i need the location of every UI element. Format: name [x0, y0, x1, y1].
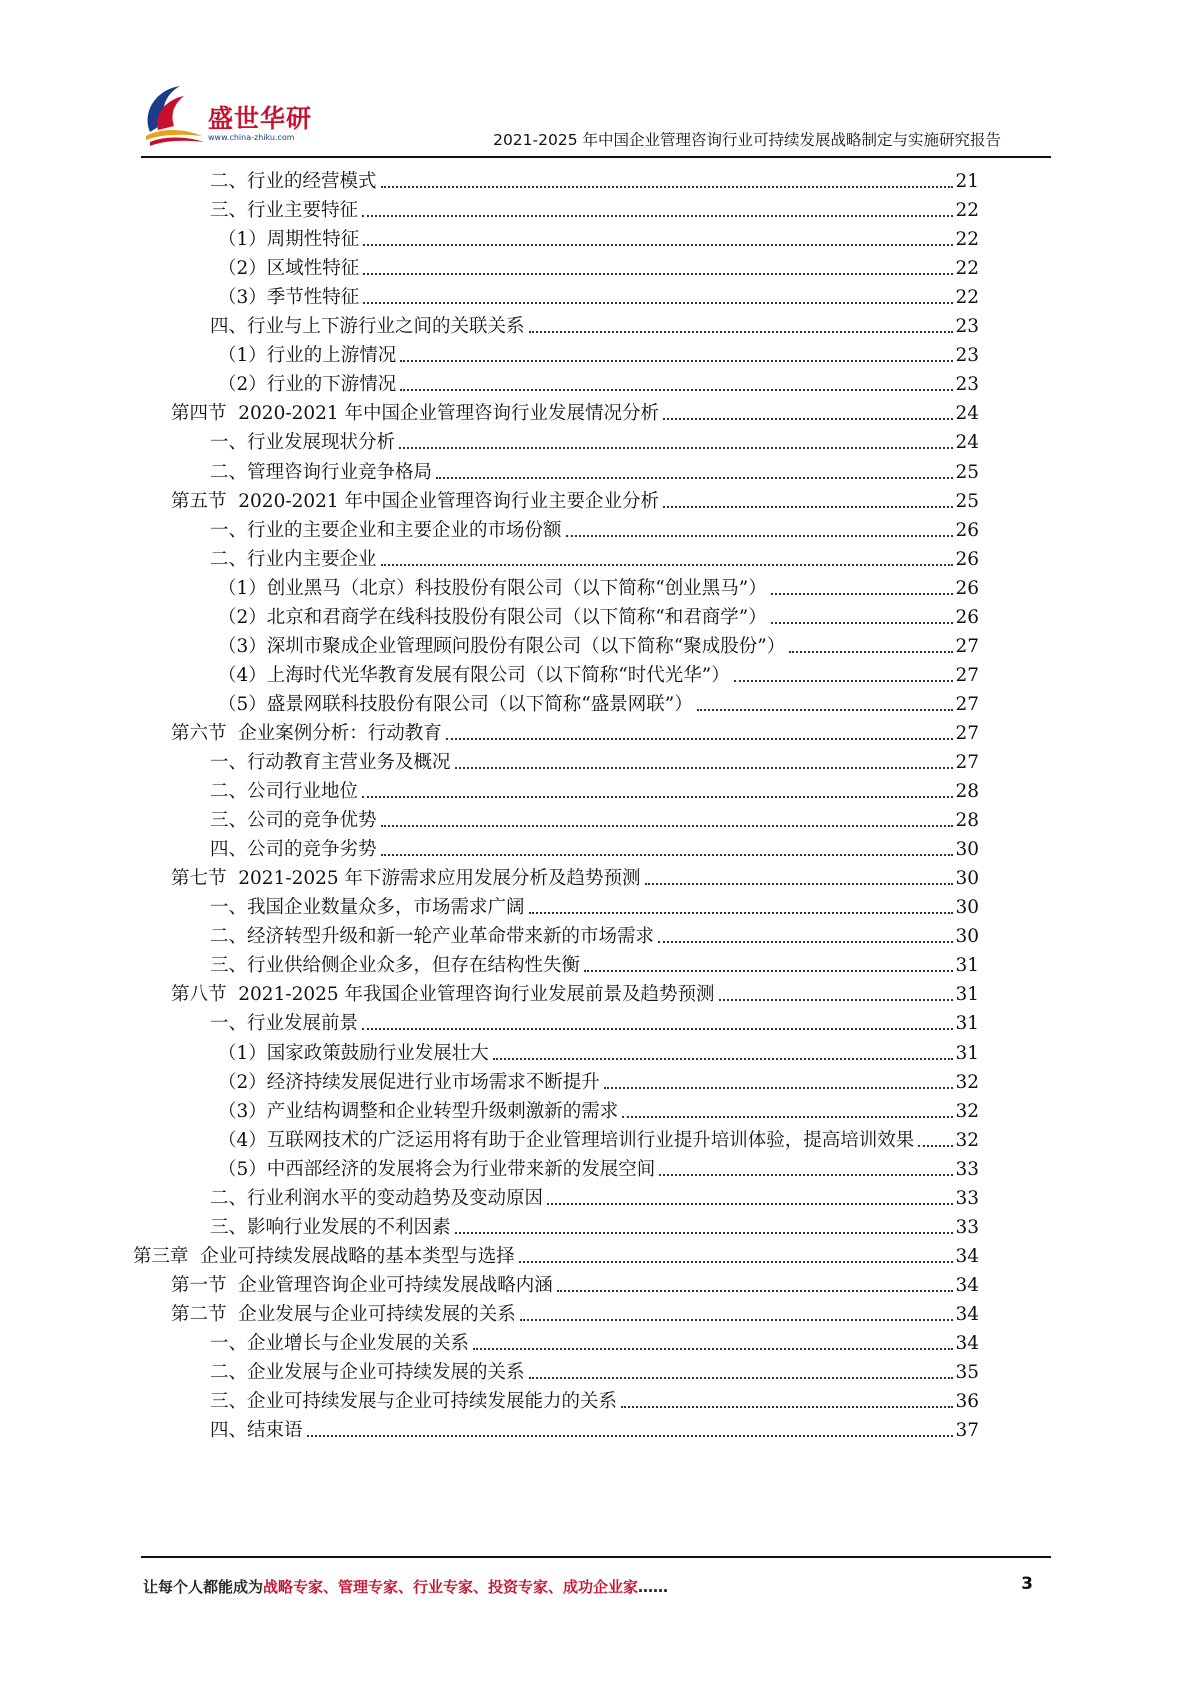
toc-entry-label: 第七节 2021-2025 年下游需求应用发展分析及趋势预测 [171, 868, 641, 890]
toc-leader-dots [363, 244, 953, 246]
toc-leader-dots [455, 767, 954, 769]
toc-entry-label: 三、行业供给侧企业众多，但存在结构性失衡 [210, 955, 581, 977]
toc-entry-label: 第四节 2020-2021 年中国企业管理咨询行业发展情况分析 [171, 403, 660, 425]
toc-entry-label: （2）北京和君商学在线科技股份有限公司（以下简称“和君商学”） [218, 606, 767, 628]
page-number: 3 [1021, 1574, 1033, 1594]
toc-entry-label: （5）盛景网联科技股份有限公司（以下简称“盛景网联”） [218, 693, 693, 715]
toc-leader-dots [520, 1319, 954, 1321]
toc-entry[interactable] [218, 366, 979, 397]
toc-entry-label: 第六节 企业案例分析：行动教育 [171, 722, 442, 744]
toc-entry-label: 二、行业利润水平的变动趋势及变动原因 [210, 1187, 544, 1209]
toc-entry[interactable] [218, 628, 979, 659]
toc-entry-label: 第八节 2021-2025 年我国企业管理咨询行业发展前景及趋势预测 [171, 984, 715, 1006]
toc-leader-dots [557, 1290, 954, 1292]
toc-leader-dots [529, 331, 954, 333]
toc-entry-page: 28 [955, 810, 979, 832]
logo-text: 盛世华研 [208, 104, 313, 133]
toc-leader-dots [362, 796, 953, 798]
toc-entry[interactable] [133, 1238, 979, 1269]
toc-leader-dots [381, 825, 954, 827]
toc-entry-page: 31 [955, 1042, 979, 1064]
toc-entry-label: （2）区域性特征 [218, 258, 360, 280]
toc-entry-page: 30 [955, 839, 979, 861]
toc-entry-label: 第三章 企业可持续发展战略的基本类型与选择 [133, 1245, 515, 1267]
toc-entry-page: 34 [955, 1303, 979, 1325]
toc-entry-label: 一、行业发展现状分析 [210, 432, 396, 454]
toc-entry-page: 23 [955, 374, 979, 396]
toc-entry-page: 24 [955, 403, 979, 425]
toc-entry-page: 23 [955, 345, 979, 367]
toc-leader-dots [529, 912, 954, 914]
toc-entry[interactable] [210, 512, 979, 543]
toc-entry-page: 37 [955, 1420, 979, 1442]
toc-leader-dots [400, 360, 953, 362]
toc-entry-label: （1）创业黑马（北京）科技股份有限公司（以下简称“创业黑马”） [218, 577, 767, 599]
header-divider [141, 156, 1051, 158]
toc-leader-dots [473, 1348, 953, 1350]
toc-leader-dots [381, 854, 954, 856]
toc-leader-dots [381, 564, 954, 566]
toc-entry[interactable] [218, 686, 979, 717]
toc-entry-page: 35 [955, 1362, 979, 1384]
toc-entry-page: 32 [955, 1100, 979, 1122]
toc-entry-label: （5）中西部经济的发展将会为行业带来新的发展空间 [218, 1158, 656, 1180]
toc-entry-label: 一、企业增长与企业发展的关系 [210, 1333, 470, 1354]
toc-entry-page: 21 [955, 171, 979, 192]
toc-entry-label: 三、企业可持续发展与企业可持续发展能力的关系 [210, 1391, 618, 1413]
toc-entry-label: 二、公司行业地位 [210, 781, 359, 803]
toc-entry-page: 30 [955, 897, 979, 919]
toc-leader-dots [663, 418, 953, 420]
toc-leader-dots [771, 593, 954, 595]
toc-entry[interactable] [218, 657, 979, 688]
toc-entry[interactable] [210, 802, 979, 833]
toc-entry-label: 四、行业与上下游行业之间的关联关系 [210, 316, 525, 338]
toc-entry[interactable] [218, 337, 979, 368]
toc-entry[interactable] [210, 192, 979, 223]
toc-entry-label: 二、经济转型升级和新一轮产业革命带来新的市场需求 [210, 926, 655, 948]
toc-entry-page: 25 [955, 461, 979, 483]
toc-entry-label: 第一节 企业管理咨询企业可持续发展战略内涵 [171, 1274, 553, 1296]
toc-leader-dots [584, 970, 953, 972]
toc-entry[interactable] [171, 860, 979, 891]
toc-entry-label: （4）上海时代光华教育发展有限公司（以下简称“时代光华”） [218, 664, 730, 686]
toc-entry[interactable] [218, 1122, 979, 1153]
toc-entry[interactable] [210, 163, 979, 194]
toc-entry-page: 33 [955, 1187, 979, 1209]
toc-leader-dots [363, 273, 953, 275]
toc-entry-page: 26 [955, 606, 979, 628]
toc-entry-page: 30 [955, 868, 979, 890]
toc-leader-dots [455, 1232, 954, 1234]
report-title: 2021-2025 年中国企业管理咨询行业可持续发展战略制定与实施研究报告 [493, 131, 1001, 149]
toc-entry[interactable] [218, 221, 979, 252]
toc-leader-dots [400, 389, 953, 391]
toc-leader-dots [645, 883, 954, 885]
toc-leader-dots [734, 680, 954, 682]
toc-entry[interactable] [210, 1005, 979, 1036]
toc-entry[interactable] [210, 541, 979, 572]
toc-entry[interactable] [171, 1296, 979, 1327]
toc-entry-page: 22 [955, 229, 979, 251]
toc-entry[interactable] [210, 1383, 979, 1414]
toc-entry-page: 27 [955, 693, 979, 715]
toc-entry-label: 三、影响行业发展的不利因素 [210, 1216, 451, 1238]
toc-entry[interactable] [210, 1180, 979, 1211]
toc-entry-page: 31 [955, 1013, 979, 1035]
toc-entry-page: 31 [955, 955, 979, 977]
toc-leader-dots [697, 709, 954, 711]
toc-entry-page: 32 [955, 1129, 979, 1151]
toc-entry[interactable] [171, 395, 979, 426]
toc-leader-dots [658, 941, 953, 943]
toc-entry-page: 22 [955, 287, 979, 309]
toc-leader-dots [362, 215, 953, 217]
toc-entry-page: 25 [955, 490, 979, 512]
toc-entry-page: 27 [955, 722, 979, 744]
toc-entry[interactable] [210, 1209, 979, 1240]
toc-leader-dots [719, 999, 954, 1001]
toc-entry-page: 36 [955, 1391, 979, 1413]
toc-entry-label: （3）产业结构调整和企业转型升级刺激新的需求 [218, 1100, 619, 1122]
toc-entry[interactable] [210, 918, 979, 949]
toc-leader-dots [622, 1116, 953, 1118]
toc-entry[interactable] [218, 250, 979, 281]
toc-entry-label: 三、公司的竞争优势 [210, 810, 377, 832]
toc-entry-page: 27 [955, 664, 979, 686]
toc-entry-label: 四、公司的竞争劣势 [210, 839, 377, 861]
toc-entry[interactable] [171, 483, 979, 514]
toc-leader-dots [547, 1203, 953, 1205]
toc-entry-page: 28 [955, 781, 979, 803]
toc-leader-dots [381, 186, 954, 188]
toc-entry-label: （2）行业的下游情况 [218, 374, 397, 396]
logo-url: www.china-zhiku.com [208, 133, 295, 142]
toc-leader-dots [789, 651, 953, 653]
toc-entry[interactable] [218, 1035, 979, 1066]
toc-entry-label: 一、我国企业数量众多，市场需求广阔 [210, 897, 525, 919]
toc-entry-label: （4）互联网技术的广泛运用将有助于企业管理培训行业提升培训体验，提高培训效果 [218, 1129, 915, 1151]
toc-leader-dots [519, 1261, 954, 1263]
toc-entry-label: 二、行业的经营模式 [210, 171, 377, 192]
toc-entry-page: 30 [955, 926, 979, 948]
toc-entry-label: 一、行动教育主营业务及概况 [210, 752, 451, 773]
toc-entry[interactable] [210, 947, 979, 978]
toc-entry[interactable] [218, 1093, 979, 1124]
toc-entry[interactable] [171, 1267, 979, 1298]
toc-entry-label: 三、行业主要特征 [210, 200, 359, 222]
footer-slogan-suffix: …… [638, 1578, 669, 1596]
toc-entry[interactable] [210, 831, 979, 862]
toc-leader-dots [362, 1028, 953, 1030]
toc-leader-dots [529, 1377, 954, 1379]
toc-entry-page: 27 [955, 635, 979, 657]
toc-entry-label: 二、管理咨询行业竞争格局 [210, 461, 433, 483]
toc-leader-dots [399, 447, 953, 449]
toc-entry-label: （3）深圳市聚成企业管理顾问股份有限公司（以下简称“聚成股份”） [218, 635, 786, 657]
toc-entry-label: 第五节 2020-2021 年中国企业管理咨询行业主要企业分析 [171, 490, 660, 512]
toc-entry[interactable] [218, 570, 979, 601]
toc-entry-label: （3）季节性特征 [218, 287, 360, 309]
toc-leader-dots [436, 477, 953, 479]
toc-entry[interactable] [210, 889, 979, 920]
toc-entry-page: 26 [955, 548, 979, 570]
toc-entry-label: 四、结束语 [210, 1420, 303, 1442]
toc-entry[interactable] [171, 715, 979, 746]
toc-entry[interactable] [210, 1354, 979, 1385]
toc-entry-label: 二、企业发展与企业可持续发展的关系 [210, 1362, 525, 1384]
toc-entry[interactable] [218, 279, 979, 310]
toc-leader-dots [621, 1406, 953, 1408]
toc-entry-page: 32 [955, 1071, 979, 1093]
toc-entry[interactable] [171, 976, 979, 1007]
toc-leader-dots [363, 302, 953, 304]
toc-leader-dots [493, 1058, 954, 1060]
toc-leader-dots [604, 1087, 954, 1089]
toc-entry-page: 27 [955, 752, 979, 773]
footer-divider [141, 1556, 1051, 1558]
toc-leader-dots [771, 622, 954, 624]
toc-leader-dots [659, 1174, 953, 1176]
toc-leader-dots [307, 1435, 954, 1437]
toc-entry-label: （1）国家政策鼓励行业发展壮大 [218, 1042, 489, 1064]
toc-leader-dots [446, 738, 954, 740]
footer-slogan-prefix: 让每个人都能成为 [143, 1578, 264, 1596]
toc-leader-dots [663, 506, 953, 508]
toc-entry-label: （2）经济持续发展促进行业市场需求不断提升 [218, 1071, 600, 1093]
toc-entry[interactable] [218, 1064, 979, 1095]
toc-entry-page: 34 [955, 1333, 979, 1354]
toc-entry-page: 24 [955, 432, 979, 454]
toc-entry-label: 二、行业内主要企业 [210, 548, 377, 570]
toc-entry[interactable] [210, 744, 979, 775]
toc-entry[interactable] [210, 773, 979, 804]
toc-entry[interactable] [210, 454, 979, 485]
toc-entry-page: 31 [955, 984, 979, 1006]
toc-entry[interactable] [218, 1151, 979, 1182]
toc-entry-label: 一、行业发展前景 [210, 1013, 359, 1035]
toc-entry[interactable] [210, 1325, 979, 1356]
toc-leader-dots [918, 1145, 953, 1147]
toc-entry[interactable] [210, 1412, 979, 1443]
toc-entry[interactable] [210, 424, 979, 455]
footer-slogan-highlight: 战略专家、管理专家、行业专家、投资专家、成功企业家 [263, 1578, 639, 1596]
toc-entry[interactable] [210, 308, 979, 339]
toc-entry-page: 23 [955, 316, 979, 338]
footer-slogan [143, 1576, 668, 1597]
toc-leader-dots [566, 535, 954, 537]
toc-entry-page: 34 [955, 1245, 979, 1267]
toc-entry-page: 33 [955, 1216, 979, 1238]
toc-entry-page: 33 [955, 1158, 979, 1180]
toc-entry-label: （1）周期性特征 [218, 229, 360, 251]
toc-entry-page: 22 [955, 200, 979, 222]
toc-entry-label: 第二节 企业发展与企业可持续发展的关系 [171, 1303, 516, 1325]
toc-entry-page: 22 [955, 258, 979, 280]
toc-entry-label: （1）行业的上游情况 [218, 345, 397, 367]
toc-entry-label: 一、行业的主要企业和主要企业的市场份额 [210, 519, 562, 541]
toc-entry[interactable] [218, 599, 979, 630]
toc-entry-page: 34 [955, 1274, 979, 1296]
toc-entry-page: 26 [955, 577, 979, 599]
toc-entry-page: 26 [955, 519, 979, 541]
